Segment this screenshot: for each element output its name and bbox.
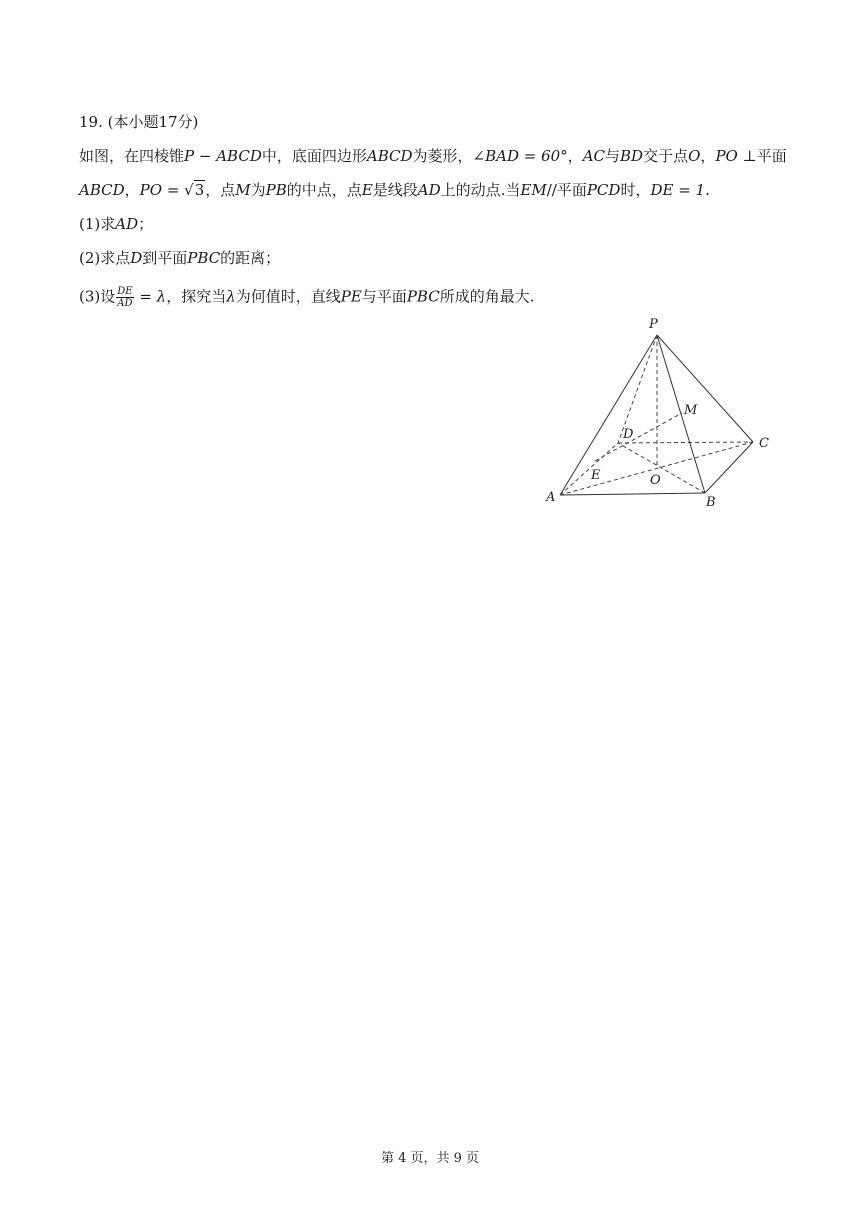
- label-C: C: [759, 436, 769, 451]
- edge-AB: [560, 493, 705, 495]
- label-A: A: [546, 490, 556, 505]
- question-1: (1)求AD；: [79, 215, 154, 233]
- label-M: M: [684, 403, 698, 418]
- pyramid-name: P − ABCD: [184, 147, 262, 165]
- label-P: P: [649, 317, 658, 332]
- label-D: D: [623, 427, 634, 442]
- pyramid-diagram: [540, 312, 780, 516]
- problem-statement-line-1: 如图，在四棱锥P − ABCD中，底面四边形ABCD为菱形，∠BAD = 60°，AC与BD交于点O，PO ⊥平面: [79, 147, 787, 165]
- label-E: E: [591, 468, 601, 483]
- edge-PA: [560, 335, 657, 495]
- edge-DC: [618, 442, 753, 443]
- label-B: B: [706, 495, 716, 510]
- page-footer: 第 4 页，共 9 页: [380, 1151, 480, 1166]
- base-name: ABCD: [366, 147, 413, 165]
- sqrt-expression: √3: [184, 181, 205, 199]
- edge-PC: [657, 335, 753, 442]
- pyramid-figure: [540, 312, 780, 516]
- problem-header: 19. (本小题17分): [79, 113, 199, 131]
- fraction-de-over-ad: $\frac{DE}{AD}$: [117, 286, 133, 309]
- question-3: (3)设 $\frac{DE}{AD}$ = λ，探究当λ为何值时，直线PE与平面PBC所成的角最大.: [79, 286, 535, 309]
- edge-BC: [705, 442, 753, 493]
- angle-condition: ∠BAD = 60°: [472, 147, 568, 165]
- problem-statement-line-2: ABCD，PO = √3，点M为PB的中点，点E是线段AD上的动点.当EM//平面PCD时，DE = 1.: [79, 181, 710, 199]
- label-O: O: [650, 473, 661, 488]
- question-2: (2)求点D到平面PBC的距离；: [79, 249, 281, 267]
- segment-EM: [595, 413, 682, 461]
